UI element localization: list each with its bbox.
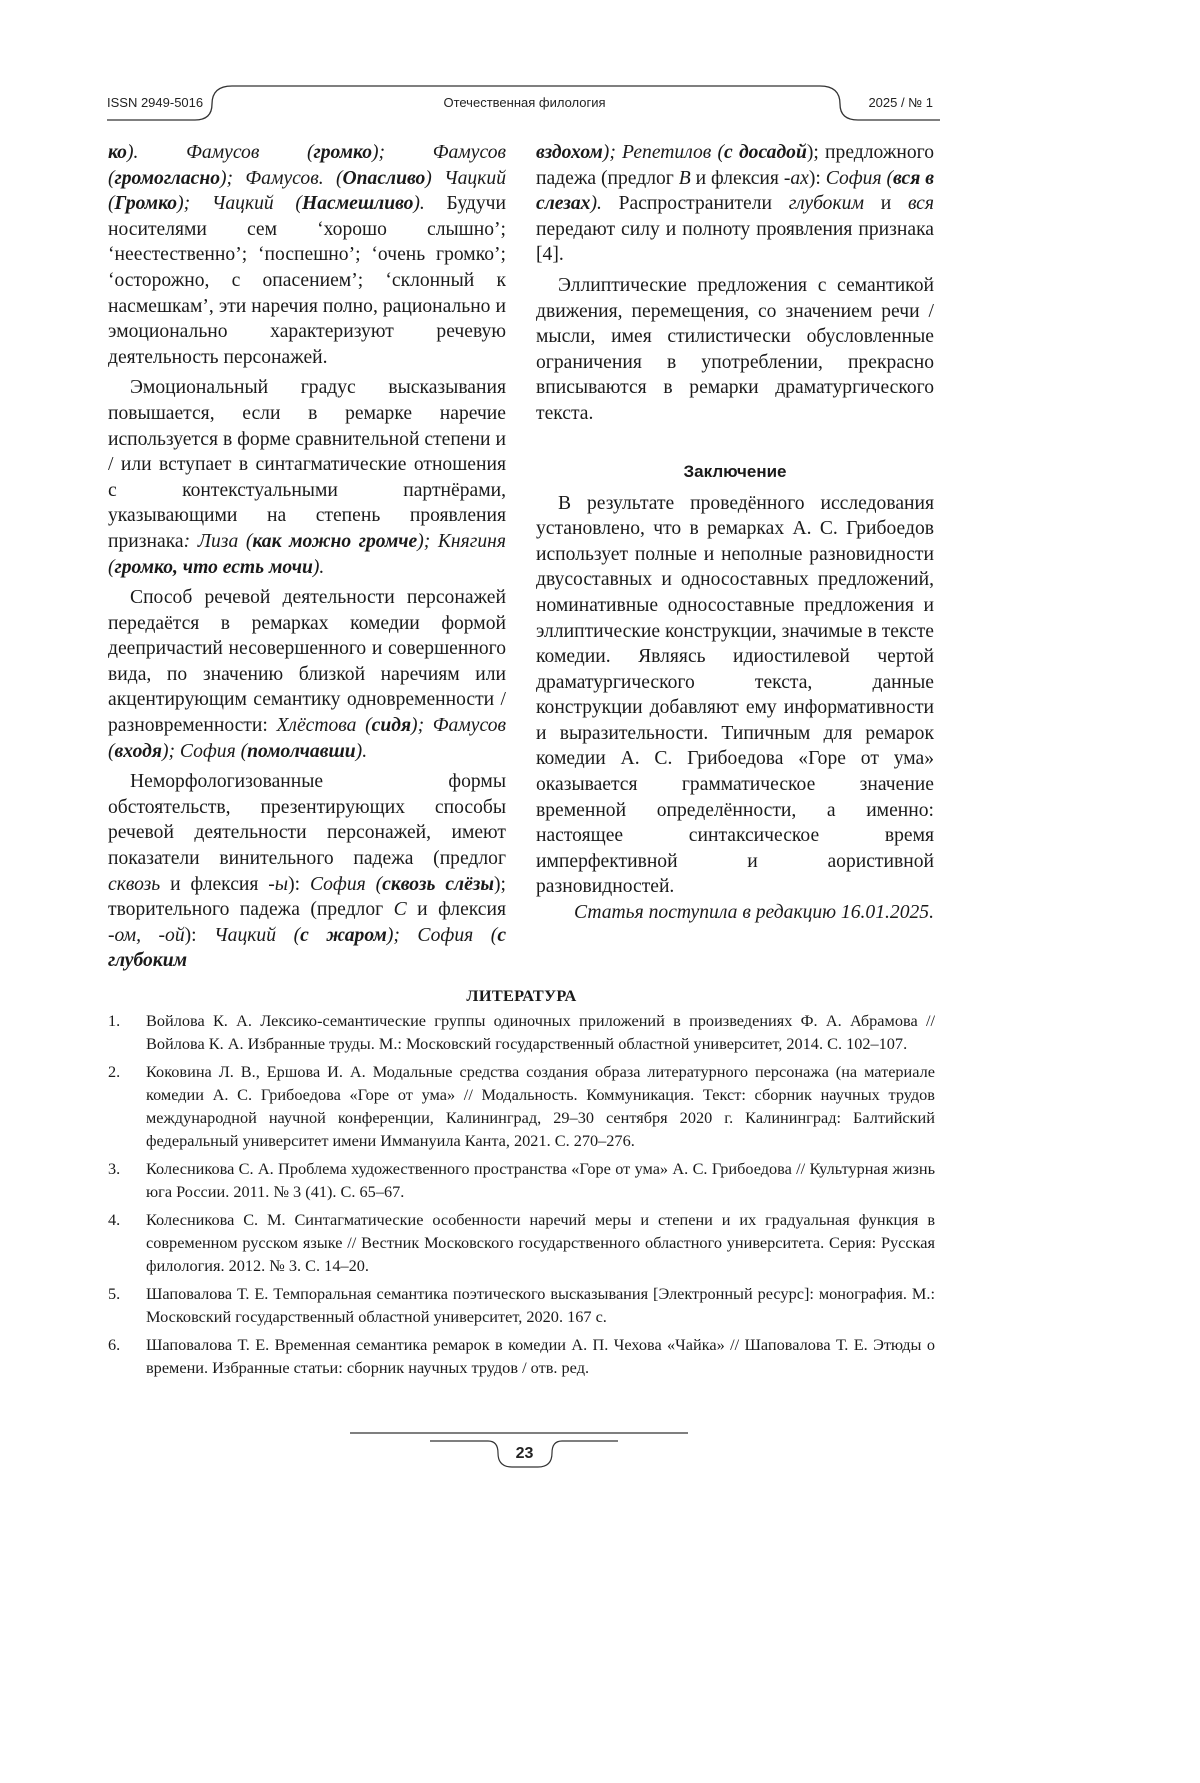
- right-paragraph-2: Эллиптические предложения с семантикой движения, перемещения, со значением речи / мысли, имея стилистически обусловленные ограничения в употреблении, прекрасно вписываются в ремарки драматургического текста.: [536, 273, 934, 427]
- reference-text: Шаповалова Т. Е. Темпоральная семантика поэтического высказывания [Электронный ресурс]: монография. М.: Московский государственный областной университет, 2020. 167 с.: [146, 1282, 935, 1328]
- reference-item: [108, 1208, 935, 1277]
- reference-number: 2.: [108, 1060, 146, 1152]
- reference-item: [108, 1009, 935, 1055]
- header-frame: [0, 0, 1049, 130]
- reference-number: 4.: [108, 1208, 146, 1277]
- reference-text: Колесникова С. М. Синтагматические особенности наречий меры и степени и их градуальная функция в современном русском языке // Вестник Московского государственного областного университета. Серия: Русская филология. 2012. № 3. С. 14–20.: [146, 1208, 935, 1277]
- references-section: [108, 984, 935, 1384]
- reference-text: Коковина Л. В., Ершова И. А. Модальные средства создания образа литературного персонажа (на материале комедии А. С. Грибоедова «Горе от ума» // Модальность. Коммуникация. Текст: сборник научных трудов международной научной конференции, Калининград, 29–30 сентября 2020 г. Калининград: Балтийский федеральный университет имени Иммануила Канта, 2021. С. 270–276.: [146, 1060, 935, 1152]
- running-header: [0, 0, 1049, 130]
- received-date: Статья поступила в редакцию 16.01.2025.: [536, 900, 934, 926]
- reference-number: 1.: [108, 1009, 146, 1055]
- left-paragraph-2: Эмоциональный градус высказывания повышается, если в ремарке наречие используется в форме сравнительной степени и / или вступает в синтагматические отношения с контекстуальными партнёрами, указывающими на степень проявления признака: Лиза (как можно громче); Княгиня (громко, что есть мочи).: [108, 375, 506, 580]
- reference-item: [108, 1060, 935, 1152]
- reference-text: Колесникова С. А. Проблема художественного пространства «Горе от ума» А. С. Грибоедова // Культурная жизнь юга России. 2011. № 3 (41). С. 65–67.: [146, 1157, 935, 1203]
- reference-number: 5.: [108, 1282, 146, 1328]
- conclusion-paragraph: В результате проведённого исследования установлено, что в ремарках А. С. Грибоедов использует полные и неполные разновидности двусоставных и односоставных предложений, номинативные односоставные предложения и эллиптические конструкции, значимые в тексте комедии. Являясь идиостилевой чертой драматургического текста, данные конструкции добавляют ему информативности и выразительности. Типичным для ремарок комедии А. С. Грибоедова «Горе от ума» оказывается грамматическое значение временной определённости, а именно: настоящее синтаксическое время имперфективной и аористивной разновидностей.: [536, 491, 934, 901]
- left-paragraph-1: ко). Фамусов (громко); Фамусов (громогласно); Фамусов. (Опасливо) Чацкий (Громко); Чацкий (Насмешливо). Будучи носителями сем ‘хорошо слышно’; ‘неестественно’; ‘поспешно’; ‘очень громко’; ‘осторожно, с опасением’; ‘склонный к насмешкам’, эти наречия полно, рационально и эмоционально характеризуют речевую деятельность персонажей.: [108, 140, 506, 370]
- left-column: [108, 140, 506, 974]
- left-paragraph-4: Неморфологизованные формы обстоятельств, презентирующих способы речевой деятельности персонажей, имеют показатели винительного падежа (предлог сквозь и флексия -ы): София (сквозь слёзы); творительного падежа (предлог С и флексия -ом, -ой): Чацкий (с жаром); София (с глубоким: [108, 769, 506, 974]
- reference-text: Шаповалова Т. Е. Временная семантика ремарок в комедии А. П. Чехова «Чайка» // Шаповалова Т. Е. Этюды о времени. Избранные статьи: сборник научных трудов / отв. ред.: [146, 1333, 935, 1379]
- reference-item: [108, 1157, 935, 1203]
- right-column: [536, 140, 934, 926]
- reference-item: [108, 1333, 935, 1379]
- reference-item: [108, 1282, 935, 1328]
- issn-label: ISSN 2949-5016: [107, 95, 203, 110]
- page-number: 23: [0, 1445, 1049, 1463]
- journal-title: Отечественная филология: [0, 95, 1049, 110]
- reference-number: 6.: [108, 1333, 146, 1379]
- references-title: ЛИТЕРАТУРА: [108, 984, 935, 1007]
- right-paragraph-1: вздохом); Репетилов (с досадой); предложного падежа (предлог В и флексия -ах): София (вся в слезах). Распространители глубоким и вся передают силу и полноту проявления признака [4].: [536, 140, 934, 268]
- conclusion-heading: Заключение: [536, 461, 934, 483]
- left-paragraph-3: Способ речевой деятельности персонажей передаётся в ремарках комедии формой деепричастий несовершенного и совершенного вида, по значению близкой наречиям или акцентирующим семантику одновременности / разновременности: Хлёстова (сидя); Фамусов (входя); София (помолчавши).: [108, 585, 506, 764]
- reference-number: 3.: [108, 1157, 146, 1203]
- issue-label: 2025 / № 1: [868, 95, 933, 110]
- reference-text: Войлова К. А. Лексико-семантические группы одиночных приложений в произведениях Ф. А. Абрамова // Войлова К. А. Избранные труды. М.: Московский государственный областной университет, 2014. С. 102–107.: [146, 1009, 935, 1055]
